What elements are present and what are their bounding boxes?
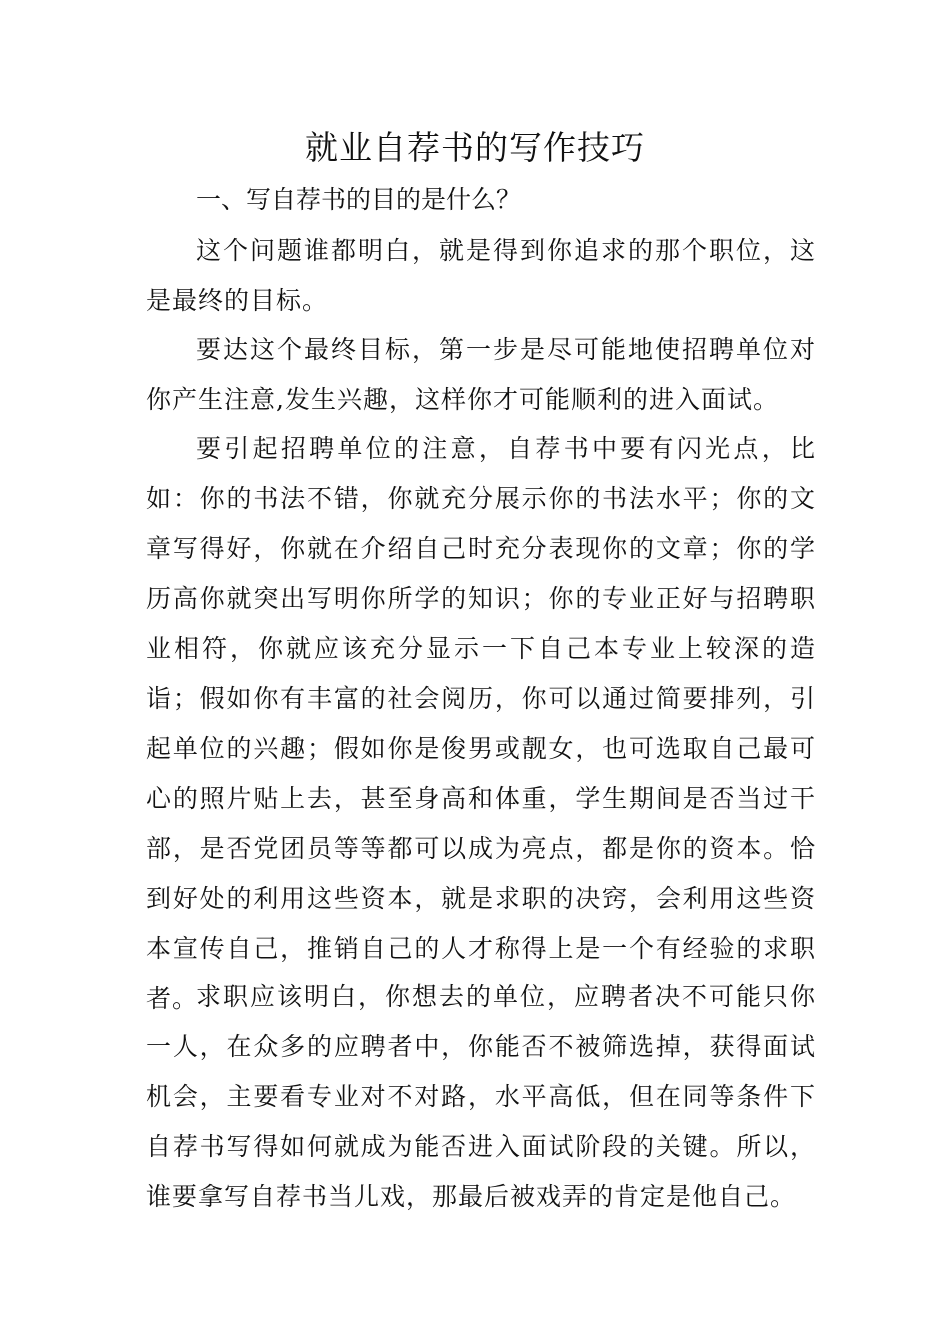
- paragraph-1: 这个问题谁都明白，就是得到你追求的那个职位，这是最终的目标。: [146, 236, 816, 315]
- paragraph-4: 求职应该明白，你想去的单位，应聘者决不可能只你一人，在众多的应聘者中，你能否不被筛选掉，获得面试机会，主要看专业对不对路，水平高低，但在同等条件下自荐书写得如何就成为能否进入面试阶段的关键。所以，谁要拿写自荐书当儿戏，那最后被戏弄的肯定是他自己。: [146, 982, 816, 1211]
- document-title: 就业自荐书的写作技巧: [305, 128, 645, 167]
- paragraph-3: 要引起招聘单位的注意，自荐书中要有闪光点，比如：你的书法不错，你就充分展示你的书法水平；你的文章写得好，你就在介绍自己时充分表现你的文章；你的学历高你就突出写明你所学的知识；你的专业正好与招聘职业相符，你就应该充分显示一下自己本专业上较深的造诣；假如你有丰富的社会阅历，你可以通过简要排列，引起单位的兴趣；假如你是俊男或靓女，也可选取自己最可心的照片贴上去，甚至身高和体重，学生期间是否当过干部，是否党团员等等都可以成为亮点，都是你的资本。恰到好处的利用这些资本，就是求职的决窍，会利用这些资本宣传自己，推销自己的人才称得上是一个有经验的求职者。: [146, 434, 816, 1013]
- paragraph-2: 要达这个最终目标，第一步是尽可能地使招聘单位对你产生注意,发生兴趣，这样你才可能顺利的进入面试。: [146, 335, 816, 414]
- section-heading: 一、写自荐书的目的是什么？: [196, 185, 522, 214]
